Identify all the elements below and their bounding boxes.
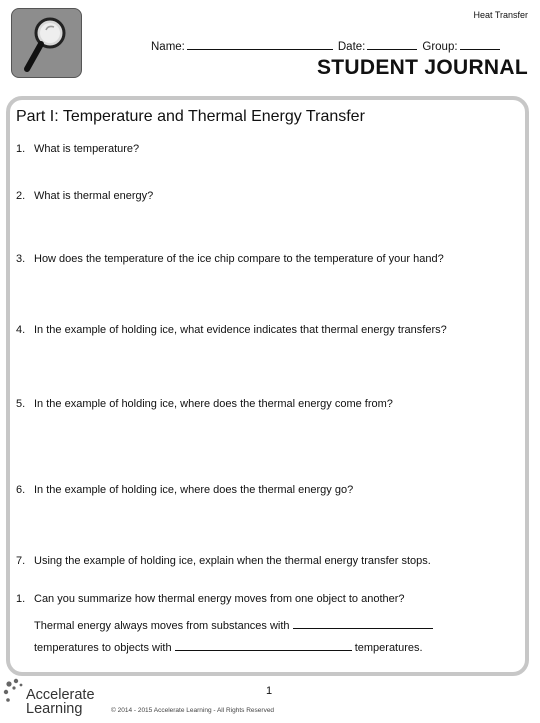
name-field[interactable] [187,48,333,50]
question-text: In the example of holding ice, where does the thermal energy go? [34,484,354,496]
question-number: 1. [16,593,26,605]
summary-text: Thermal energy always moves from substances with [34,620,290,632]
question-text: In the example of holding ice, where does the thermal energy come from? [34,398,393,410]
summary-line-2 [34,640,423,654]
magnifying-glass-icon [11,8,82,78]
brand-line-2: Learning [26,701,83,717]
question-2 [16,190,153,202]
question-text: Using the example of holding ice, explain when the thermal energy transfer stops. [34,555,431,567]
journal-title: STUDENT JOURNAL [316,56,528,79]
question-text: In the example of holding ice, what evidence indicates that thermal energy transfers? [34,324,447,336]
group-field[interactable] [460,48,500,50]
student-info-fields [151,41,505,53]
date-label: Date: [337,41,366,53]
question-number: 2. [16,190,26,202]
name-label: Name: [151,41,185,53]
question-text: How does the temperature of the ice chip compare to the temperature of your hand? [34,253,444,265]
question-number: 6. [16,484,26,496]
question-number: 4. [16,324,26,336]
question-6 [16,484,353,496]
question-7 [16,555,431,567]
question-text: What is temperature? [34,143,140,155]
group-label: Group: [422,41,458,53]
question-text: Can you summarize how thermal energy moves from one object to another? [34,593,405,605]
blank-field-2[interactable] [175,640,352,651]
question-number: 5. [16,398,26,410]
date-field[interactable] [367,48,417,50]
brand-name [26,688,95,716]
question-summary [16,593,405,605]
content-frame [6,96,529,676]
question-number: 1. [16,143,26,155]
blank-field-1[interactable] [293,618,433,629]
page-number: 1 [266,685,273,697]
section-title: Part I: Temperature and Thermal Energy Transfer [16,108,365,125]
question-number: 3. [16,253,26,265]
summary-text: temperatures. [354,642,423,654]
copyright-notice: © 2014 - 2015 Accelerate Learning - All Rights Reserved [111,707,275,714]
question-number: 7. [16,555,26,567]
summary-line-1 [34,618,433,632]
question-5 [16,398,393,410]
summary-text: temperatures to objects with [34,642,172,654]
question-3 [16,253,444,265]
question-text: What is thermal energy? [34,190,154,202]
brand-line-1: Accelerate [26,687,95,703]
question-4 [16,324,447,336]
question-1 [16,143,139,155]
document-title: Heat Transfer [473,10,528,20]
